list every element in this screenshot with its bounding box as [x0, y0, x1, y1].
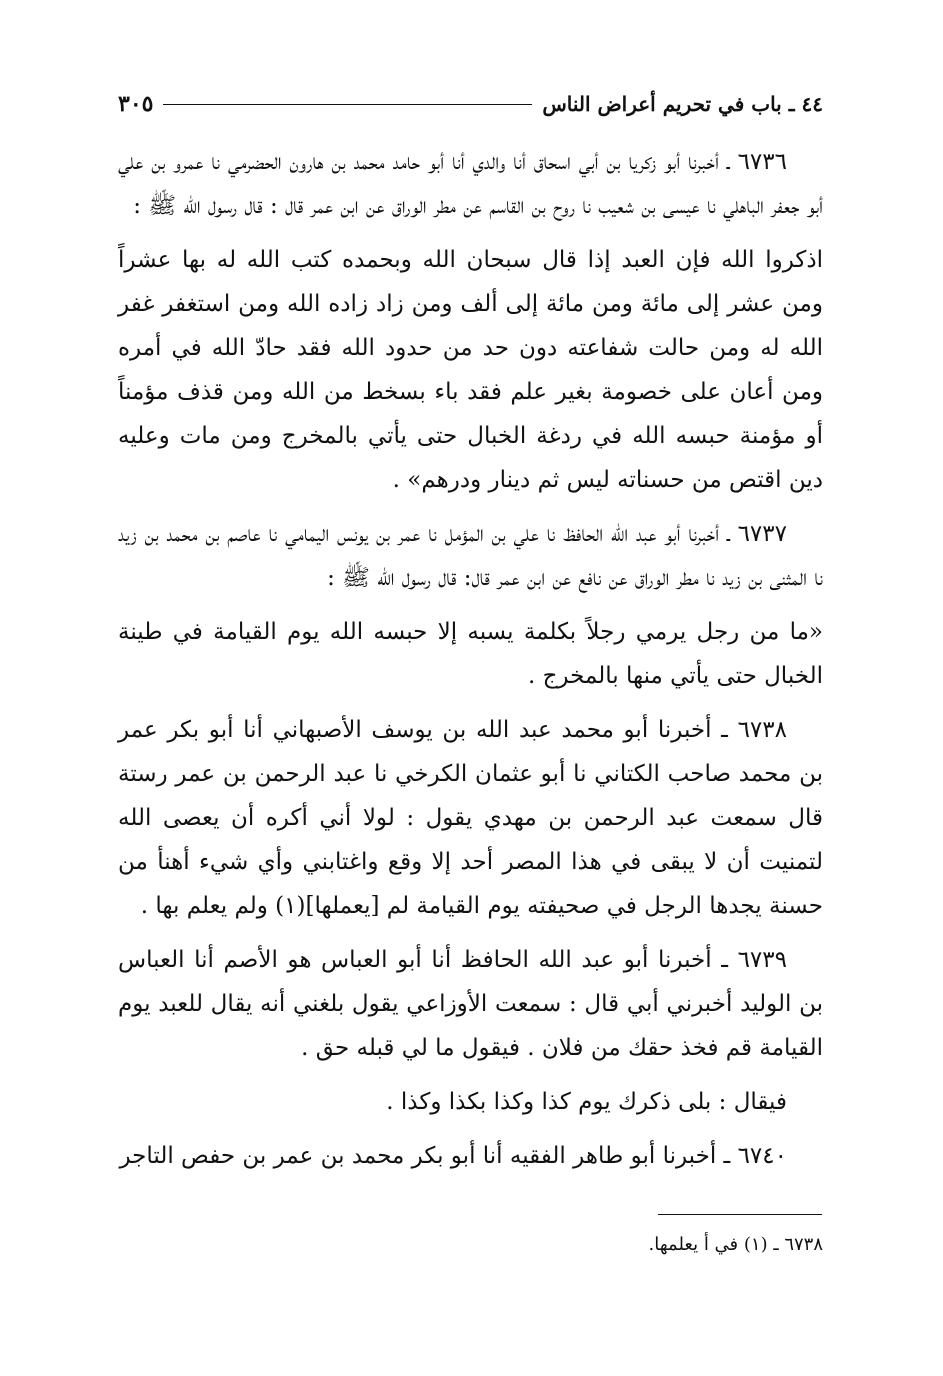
chapter-title: ٤٤ ـ باب في تحريم أعراض الناس — [542, 92, 823, 116]
footnote-rule — [658, 1214, 822, 1215]
hadith-paragraph: فيقال : بلى ذكرك يوم كذا وكذا بكذا وكذا . — [386, 1089, 787, 1115]
hadith-text: «ما من رجل يرمي رجلاً بكلمة يسبه إلا حبسه الله يوم القيامة في طينة الخبال حتى يأتي منها بالمخرج . — [118, 619, 823, 689]
hadith-paragraph: ٦٧٤٠ ـ أخبرنا أبو طاهر الفقيه أنا أبو بكر محمد بن عمر بن حفص التاجر — [119, 1143, 787, 1169]
hadith-paragraph: ٦٧٣٩ ـ أخبرنا أبو عبد الله الحافظ أنا أبو العباس هو الأصم أنا العباس بن الوليد أخبرني أبي قال : سمعت الأوزاعي يقول بلغني أنه يقال للعبد يوم القيامة قم فخذ حقك من فلان . فيقول ما لي قبله حق . — [118, 947, 823, 1061]
running-header — [118, 84, 823, 124]
hadith-paragraph: ٦٧٣٧ ـ أخبرنا أبو عبد الله الحافظ نا علي بن المؤمل نا عمر بن يونس اليمامي نا عاصم بن محمد بن زيد نا المثنى بن زيد نا مطر الوراق عن نافع عن ابن عمر قال: قال رسول الله ﷺ : — [118, 521, 823, 591]
main-text — [118, 140, 823, 1188]
header-rule — [163, 104, 532, 105]
hadith-paragraph: ٦٧٣٨ ـ أخبرنا أبو محمد عبد الله بن يوسف الأصبهاني أنا أبو بكر عمر بن محمد صاحب الكتاني نا أبو عثمان الكرخي نا عبد الرحمن بن عمر رستة قال سمعت عبد الرحمن بن مهدي يقول : لولا أني أكره أن يعصى الله لتمنيت أن لا يبقى في هذا المصر أحد إلا وقع واغتابني وأي شيء أهنأ من حسنة يجدها الرجل في صحيفته يوم القيامة لم [يعملها](١) ولم يعلم بها . — [118, 717, 823, 919]
hadith-paragraph: ٦٧٣٦ ـ أخبرنا أبو زكريا بن أبي اسحاق أنا والدي أنا أبو حامد محمد بن هارون الحضرمي نا عمرو بن علي أبو جعفر الباهلي نا عيسى بن شعيب نا روح بن القاسم عن مطر الوراق عن ابن عمر قال : قال رسول الله ﷺ : — [118, 149, 823, 219]
page-number: ٣٠٥ — [118, 91, 154, 117]
footnote: ٦٧٣٨ ـ (١) في أ يعلمها. — [648, 1234, 823, 1255]
hadith-text: اذكروا الله فإن العبد إذا قال سبحان الله وبحمده كتب الله له بها عشراً ومن عشر إلى مائة ومن مائة إلى ألف ومن زاد زاده الله ومن استغفر غفر الله له ومن حالت شفاعته دون حد من حدود الله فقد حادّ الله في أمره ومن أعان على خصومة بغير علم فقد باء بسخط من الله ومن قذف مؤمناً أو مؤمنة حبسه الله في ردغة الخبال حتى يأتي بالمخرج ومن مات وعليه دين اقتص من حسناته ليس ثم دينار ودرهم» . — [118, 247, 823, 493]
